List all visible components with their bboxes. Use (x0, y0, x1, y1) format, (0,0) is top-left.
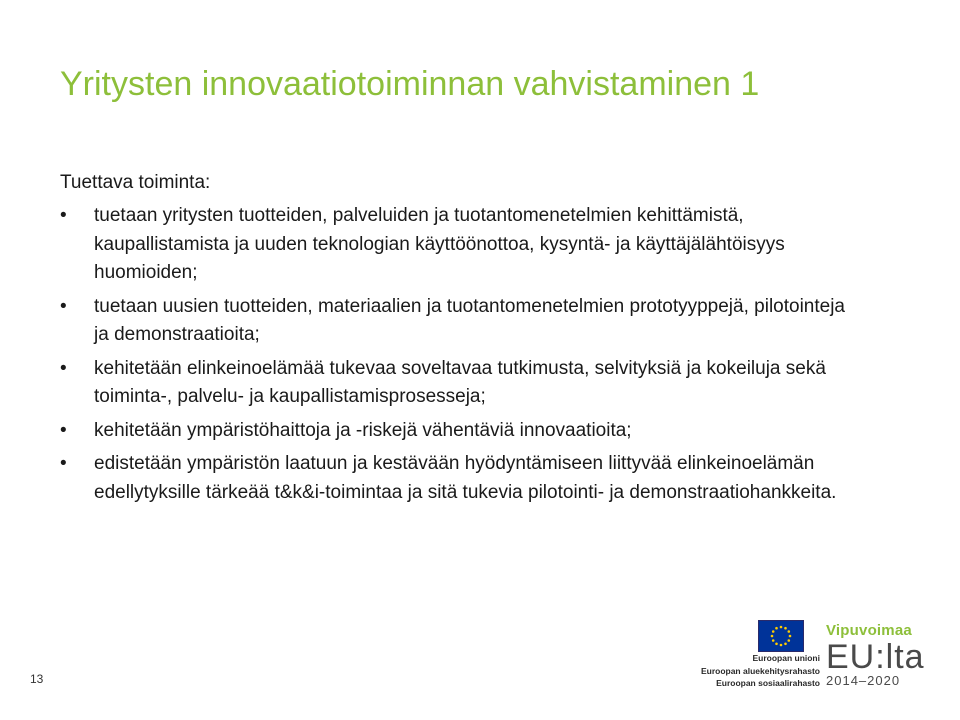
bullet-item (60, 293, 850, 350)
bullet-item (60, 450, 850, 507)
eu-logo-text (701, 652, 820, 690)
bullet-text: tuetaan yritysten tuotteiden, palveluiden ja tuotantomenetelmien kehittämistä, kaupallistamista ja uuden teknologian käyttöönottoa, kysyntä- ja käyttäjälähtöisyys huomioiden; (94, 205, 785, 283)
vipuvoimaa-logo (826, 622, 946, 694)
bullet-text: tuetaan uusien tuotteiden, materiaalien ja tuotantomenetelmien prototyyppejä, pilotointeja ja demonstraatioita; (94, 295, 846, 345)
eu-line-union: Euroopan unioni (752, 653, 820, 663)
page-number: 13 (30, 672, 44, 686)
bullet-text: kehitetään ympäristöhaittoja ja -riskejä vähentäviä innovaatioita; (94, 419, 632, 441)
bullet-icon: • (60, 419, 67, 441)
bullet-icon: • (60, 295, 67, 317)
bullet-icon: • (60, 453, 67, 474)
intro-text: Tuettava toiminta: (60, 172, 211, 193)
bullet-icon: • (60, 357, 67, 379)
bullet-item (60, 202, 850, 288)
eu-logo (680, 618, 820, 698)
vipuvoimaa-eulta: EU:lta (826, 638, 925, 676)
eu-line-erdf: Euroopan aluekehitysrahasto (700, 665, 820, 676)
bullet-item (60, 355, 850, 412)
bullet-icon: • (60, 205, 67, 226)
bullet-text: kehitetään elinkeinoelämää tukevaa soveltavaa tutkimusta, selvityksiä ja kokeiluja sekä toiminta-, palvelu- ja kaupallistamisprosesseja; (94, 357, 826, 407)
vipuvoimaa-years: 2014–2020 (826, 673, 901, 688)
bullet-text: edistetään ympäristön laatuun ja kestävään hyödyntämiseen liittyvää elinkeinoelämän edellytyksille tärkeää t&k&i-toimintaa ja sitä tukevia pilotointi- ja demonstraatiohankkeita. (94, 453, 837, 503)
bullet-list (60, 202, 850, 512)
bullet-item (60, 417, 850, 446)
eu-line-esf: Euroopan sosiaalirahasto (716, 678, 820, 688)
vipuvoimaa-name: Vipuvoimaa (826, 622, 912, 639)
eu-flag-icon (758, 620, 804, 652)
slide-title: Yritysten innovaatiotoiminnan vahvistaminen 1 (60, 65, 760, 103)
